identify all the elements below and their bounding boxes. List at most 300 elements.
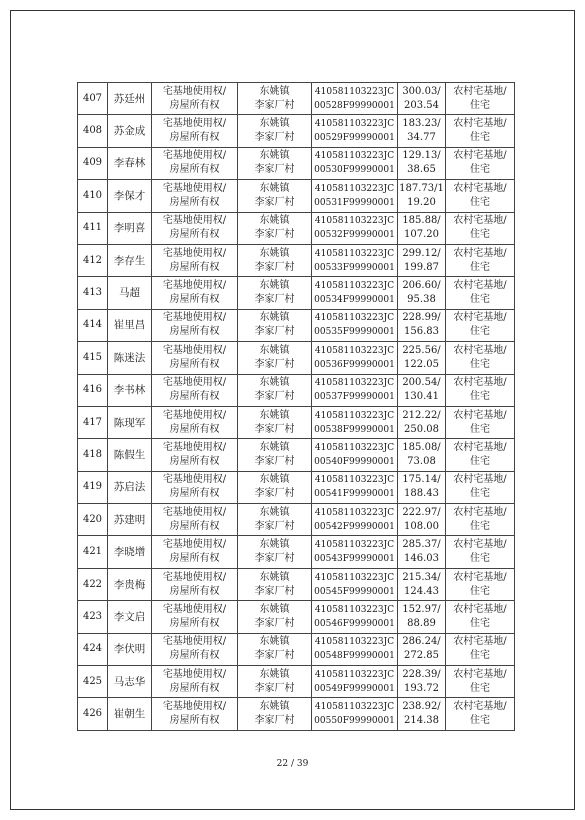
- area-line: 130.41: [404, 391, 439, 403]
- right-type-cell: [152, 568, 238, 600]
- land-use-line: 住宅: [470, 455, 490, 467]
- land-use-line: 住宅: [470, 99, 490, 111]
- right-type-line: 宅基地使用权/: [162, 636, 227, 648]
- table-row: [78, 309, 515, 341]
- location-cell: [238, 212, 312, 244]
- parcel-code-line: 410581103223JC: [314, 475, 395, 486]
- table-row: [78, 633, 515, 665]
- right-type-line: 宅基地使用权/: [162, 474, 227, 486]
- area-line: 286.24/: [402, 636, 441, 648]
- right-type-cell: [152, 666, 238, 698]
- right-type-cell: [152, 342, 238, 374]
- parcel-code-line: 00529F99990001: [314, 133, 395, 144]
- area-line: 73.08: [407, 455, 436, 467]
- area-cell: [398, 698, 446, 730]
- land-use-line: 农村宅基地/: [453, 85, 507, 97]
- location-line: 东姚镇: [259, 474, 290, 486]
- land-use-line: 住宅: [470, 196, 490, 208]
- owner-name-cell: 苏金成: [108, 115, 152, 147]
- area-line: 146.03: [404, 553, 439, 565]
- parcel-code-cell: [312, 180, 398, 212]
- land-use-line: 农村宅基地/: [453, 668, 507, 680]
- right-type-line: 房屋所有权: [169, 617, 220, 629]
- right-type-line: 宅基地使用权/: [162, 312, 227, 324]
- location-line: 李家厂村: [254, 358, 295, 370]
- location-cell: [238, 406, 312, 438]
- right-type-line: 房屋所有权: [169, 132, 220, 144]
- right-type-line: 宅基地使用权/: [162, 85, 227, 97]
- right-type-cell: [152, 212, 238, 244]
- land-use-line: 农村宅基地/: [453, 280, 507, 292]
- owner-name-cell: 李晓增: [108, 536, 152, 568]
- record-number-cell: 423: [78, 601, 108, 633]
- right-type-cell: [152, 471, 238, 503]
- location-line: 李家厂村: [254, 715, 295, 727]
- area-line: 199.87: [404, 261, 439, 273]
- location-line: 李家厂村: [254, 617, 295, 629]
- location-line: 李家厂村: [254, 488, 295, 500]
- right-type-cell: [152, 309, 238, 341]
- area-line: 175.14/: [402, 474, 441, 486]
- right-type-line: 房屋所有权: [169, 294, 220, 306]
- area-cell: [398, 406, 446, 438]
- location-line: 东姚镇: [259, 409, 290, 421]
- area-cell: [398, 244, 446, 276]
- parcel-code-line: 410581103223JC: [314, 572, 395, 583]
- area-line: 108.00: [404, 520, 439, 532]
- record-number-cell: 422: [78, 568, 108, 600]
- record-number-cell: 421: [78, 536, 108, 568]
- parcel-code-line: 410581103223JC: [314, 281, 395, 292]
- land-use-line: 住宅: [470, 488, 490, 500]
- land-use-line: 住宅: [470, 358, 490, 370]
- owner-name-cell: 李明喜: [108, 212, 152, 244]
- parcel-code-line: 00532F99990001: [314, 230, 395, 241]
- location-line: 李家厂村: [254, 164, 295, 176]
- right-type-cell: [152, 698, 238, 730]
- land-use-line: 农村宅基地/: [453, 215, 507, 227]
- table-row: [78, 536, 515, 568]
- land-use-line: 住宅: [470, 520, 490, 532]
- record-number-cell: 410: [78, 180, 108, 212]
- area-line: 188.43: [404, 488, 439, 500]
- owner-name-cell: 苏建明: [108, 504, 152, 536]
- location-cell: [238, 439, 312, 471]
- table-row: [78, 666, 515, 698]
- parcel-code-line: 410581103223JC: [314, 86, 395, 97]
- parcel-code-line: 410581103223JC: [314, 702, 395, 713]
- land-use-cell: [446, 536, 515, 568]
- area-line: 299.12/: [402, 247, 441, 259]
- parcel-code-cell: [312, 601, 398, 633]
- land-use-cell: [446, 504, 515, 536]
- right-type-line: 房屋所有权: [169, 229, 220, 241]
- record-number-cell: 412: [78, 244, 108, 276]
- land-use-line: 农村宅基地/: [453, 701, 507, 713]
- parcel-code-line: 00548F99990001: [314, 651, 395, 662]
- location-line: 李家厂村: [254, 423, 295, 435]
- right-type-cell: [152, 83, 238, 115]
- location-line: 李家厂村: [254, 261, 295, 273]
- area-line: 214.38: [404, 715, 439, 727]
- parcel-code-line: 00541F99990001: [314, 489, 395, 500]
- land-use-cell: [446, 115, 515, 147]
- land-use-line: 住宅: [470, 715, 490, 727]
- right-type-line: 宅基地使用权/: [162, 247, 227, 259]
- land-use-line: 住宅: [470, 326, 490, 338]
- land-use-cell: [446, 439, 515, 471]
- right-type-line: 宅基地使用权/: [162, 441, 227, 453]
- parcel-code-line: 00536F99990001: [314, 359, 395, 370]
- parcel-code-cell: [312, 342, 398, 374]
- parcel-code-line: 00550F99990001: [314, 716, 395, 727]
- land-use-line: 农村宅基地/: [453, 344, 507, 356]
- parcel-code-line: 00549F99990001: [314, 683, 395, 694]
- right-type-cell: [152, 115, 238, 147]
- area-line: 300.03/: [402, 85, 441, 97]
- table-row: [78, 277, 515, 309]
- owner-name-cell: 陈假生: [108, 439, 152, 471]
- location-cell: [238, 633, 312, 665]
- area-line: 124.43: [404, 585, 439, 597]
- table-row: [78, 374, 515, 406]
- parcel-code-line: 410581103223JC: [314, 540, 395, 551]
- location-line: 东姚镇: [259, 215, 290, 227]
- record-number-cell: 424: [78, 633, 108, 665]
- location-line: 李家厂村: [254, 99, 295, 111]
- right-type-cell: [152, 406, 238, 438]
- location-line: 李家厂村: [254, 585, 295, 597]
- right-type-line: 房屋所有权: [169, 520, 220, 532]
- parcel-code-line: 410581103223JC: [314, 345, 395, 356]
- right-type-line: 宅基地使用权/: [162, 215, 227, 227]
- table-row: [78, 568, 515, 600]
- owner-name-cell: 苏启法: [108, 471, 152, 503]
- land-use-line: 农村宅基地/: [453, 312, 507, 324]
- location-cell: [238, 115, 312, 147]
- location-cell: [238, 244, 312, 276]
- parcel-code-cell: [312, 568, 398, 600]
- land-use-line: 农村宅基地/: [453, 182, 507, 194]
- location-line: 东姚镇: [259, 247, 290, 259]
- area-line: 19.20: [407, 196, 436, 208]
- land-use-line: 农村宅基地/: [453, 377, 507, 389]
- area-cell: [398, 633, 446, 665]
- area-line: 88.89: [407, 617, 436, 629]
- owner-name-cell: 李伏明: [108, 633, 152, 665]
- land-use-cell: [446, 406, 515, 438]
- area-line: 95.38: [407, 294, 436, 306]
- area-line: 238.92/: [402, 701, 441, 713]
- location-line: 东姚镇: [259, 312, 290, 324]
- record-number-cell: 425: [78, 666, 108, 698]
- table-row: [78, 147, 515, 179]
- owner-name-cell: 崔朝生: [108, 698, 152, 730]
- table-row: [78, 471, 515, 503]
- right-type-line: 房屋所有权: [169, 715, 220, 727]
- area-cell: [398, 666, 446, 698]
- right-type-line: 宅基地使用权/: [162, 539, 227, 551]
- record-number-cell: 417: [78, 406, 108, 438]
- record-number-cell: 408: [78, 115, 108, 147]
- location-line: 东姚镇: [259, 118, 290, 130]
- land-use-cell: [446, 212, 515, 244]
- page-number: 22 / 39: [276, 759, 309, 769]
- location-line: 东姚镇: [259, 441, 290, 453]
- right-type-line: 宅基地使用权/: [162, 571, 227, 583]
- area-cell: [398, 374, 446, 406]
- parcel-code-line: 410581103223JC: [314, 378, 395, 389]
- location-line: 东姚镇: [259, 377, 290, 389]
- area-line: 206.60/: [402, 280, 441, 292]
- table-row: [78, 83, 515, 115]
- area-line: 107.20: [404, 229, 439, 241]
- parcel-code-line: 410581103223JC: [314, 604, 395, 615]
- right-type-line: 房屋所有权: [169, 391, 220, 403]
- land-use-line: 农村宅基地/: [453, 441, 507, 453]
- area-line: 183.23/: [402, 118, 441, 130]
- area-line: 38.65: [407, 164, 436, 176]
- right-type-cell: [152, 374, 238, 406]
- table-row: [78, 439, 515, 471]
- location-line: 李家厂村: [254, 229, 295, 241]
- area-line: 122.05: [404, 358, 439, 370]
- land-use-line: 农村宅基地/: [453, 603, 507, 615]
- parcel-code-cell: [312, 633, 398, 665]
- area-line: 215.34/: [402, 571, 441, 583]
- land-use-line: 农村宅基地/: [453, 539, 507, 551]
- land-use-line: 住宅: [470, 294, 490, 306]
- location-line: 李家厂村: [254, 196, 295, 208]
- parcel-code-line: 410581103223JC: [314, 442, 395, 453]
- record-number-cell: 414: [78, 309, 108, 341]
- right-type-cell: [152, 439, 238, 471]
- right-type-line: 房屋所有权: [169, 196, 220, 208]
- area-line: 272.85: [404, 650, 439, 662]
- area-cell: [398, 504, 446, 536]
- owner-name-cell: 陈现军: [108, 406, 152, 438]
- right-type-line: 房屋所有权: [169, 99, 220, 111]
- right-type-line: 宅基地使用权/: [162, 280, 227, 292]
- owner-name-cell: 陈迷法: [108, 342, 152, 374]
- area-line: 129.13/: [402, 150, 441, 162]
- location-line: 东姚镇: [259, 603, 290, 615]
- table-row: [78, 180, 515, 212]
- land-use-cell: [446, 374, 515, 406]
- land-use-line: 住宅: [470, 423, 490, 435]
- land-use-cell: [446, 309, 515, 341]
- land-use-cell: [446, 147, 515, 179]
- record-number-cell: 419: [78, 471, 108, 503]
- area-line: 185.88/: [402, 215, 441, 227]
- land-use-cell: [446, 342, 515, 374]
- table-row: [78, 698, 515, 730]
- right-type-line: 宅基地使用权/: [162, 150, 227, 162]
- location-line: 东姚镇: [259, 344, 290, 356]
- parcel-code-line: 410581103223JC: [314, 669, 395, 680]
- area-line: 285.37/: [402, 539, 441, 551]
- location-cell: [238, 374, 312, 406]
- owner-name-cell: 李春林: [108, 147, 152, 179]
- right-type-line: 房屋所有权: [169, 261, 220, 273]
- area-line: 156.83: [404, 326, 439, 338]
- record-number-cell: 411: [78, 212, 108, 244]
- land-use-line: 住宅: [470, 650, 490, 662]
- land-use-line: 农村宅基地/: [453, 118, 507, 130]
- area-line: 225.56/: [402, 344, 441, 356]
- right-type-line: 宅基地使用权/: [162, 182, 227, 194]
- location-cell: [238, 504, 312, 536]
- parcel-code-cell: [312, 439, 398, 471]
- land-use-line: 农村宅基地/: [453, 150, 507, 162]
- location-cell: [238, 180, 312, 212]
- land-use-line: 农村宅基地/: [453, 506, 507, 518]
- right-type-cell: [152, 504, 238, 536]
- parcel-code-cell: [312, 698, 398, 730]
- parcel-code-cell: [312, 244, 398, 276]
- parcel-code-line: 00540F99990001: [314, 456, 395, 467]
- land-use-line: 住宅: [470, 682, 490, 694]
- right-type-cell: [152, 147, 238, 179]
- area-line: 203.54: [404, 99, 439, 111]
- location-cell: [238, 277, 312, 309]
- area-line: 185.08/: [402, 441, 441, 453]
- right-type-line: 宅基地使用权/: [162, 344, 227, 356]
- parcel-code-line: 410581103223JC: [314, 637, 395, 648]
- area-line: 222.97/: [402, 506, 441, 518]
- right-type-cell: [152, 536, 238, 568]
- area-line: 193.72: [404, 682, 439, 694]
- location-line: 东姚镇: [259, 506, 290, 518]
- right-type-line: 房屋所有权: [169, 455, 220, 467]
- land-use-cell: [446, 568, 515, 600]
- right-type-line: 宅基地使用权/: [162, 506, 227, 518]
- parcel-code-cell: [312, 504, 398, 536]
- location-line: 李家厂村: [254, 132, 295, 144]
- table-row: [78, 406, 515, 438]
- land-use-line: 农村宅基地/: [453, 247, 507, 259]
- parcel-code-cell: [312, 309, 398, 341]
- land-use-line: 住宅: [470, 261, 490, 273]
- location-line: 李家厂村: [254, 520, 295, 532]
- location-cell: [238, 309, 312, 341]
- parcel-code-cell: [312, 406, 398, 438]
- location-line: 东姚镇: [259, 636, 290, 648]
- location-line: 东姚镇: [259, 280, 290, 292]
- area-cell: [398, 536, 446, 568]
- right-type-line: 宅基地使用权/: [162, 118, 227, 130]
- record-number-cell: 413: [78, 277, 108, 309]
- parcel-code-cell: [312, 536, 398, 568]
- property-registry-table: [77, 82, 515, 731]
- land-use-line: 住宅: [470, 617, 490, 629]
- parcel-code-line: 00534F99990001: [314, 295, 395, 306]
- land-use-cell: [446, 244, 515, 276]
- table-row: [78, 212, 515, 244]
- parcel-code-line: 410581103223JC: [314, 119, 395, 130]
- table-row: [78, 244, 515, 276]
- land-use-cell: [446, 601, 515, 633]
- parcel-code-cell: [312, 471, 398, 503]
- right-type-line: 房屋所有权: [169, 358, 220, 370]
- land-use-cell: [446, 83, 515, 115]
- location-line: 东姚镇: [259, 668, 290, 680]
- right-type-line: 房屋所有权: [169, 682, 220, 694]
- location-line: 李家厂村: [254, 650, 295, 662]
- location-line: 东姚镇: [259, 85, 290, 97]
- right-type-line: 房屋所有权: [169, 488, 220, 500]
- record-number-cell: 420: [78, 504, 108, 536]
- parcel-code-line: 00537F99990001: [314, 392, 395, 403]
- right-type-cell: [152, 180, 238, 212]
- area-line: 152.97/: [402, 603, 441, 615]
- right-type-line: 房屋所有权: [169, 650, 220, 662]
- land-use-line: 农村宅基地/: [453, 409, 507, 421]
- location-line: 东姚镇: [259, 571, 290, 583]
- record-number-cell: 416: [78, 374, 108, 406]
- area-cell: [398, 439, 446, 471]
- location-cell: [238, 568, 312, 600]
- location-line: 李家厂村: [254, 682, 295, 694]
- record-number-cell: 415: [78, 342, 108, 374]
- parcel-code-line: 00535F99990001: [314, 327, 395, 338]
- area-cell: [398, 309, 446, 341]
- parcel-code-cell: [312, 374, 398, 406]
- location-line: 东姚镇: [259, 182, 290, 194]
- right-type-line: 房屋所有权: [169, 553, 220, 565]
- parcel-code-line: 00543F99990001: [314, 554, 395, 565]
- area-cell: [398, 180, 446, 212]
- parcel-code-cell: [312, 666, 398, 698]
- land-use-line: 住宅: [470, 132, 490, 144]
- area-cell: [398, 212, 446, 244]
- parcel-code-line: 410581103223JC: [314, 410, 395, 421]
- area-cell: [398, 147, 446, 179]
- location-cell: [238, 471, 312, 503]
- parcel-code-line: 410581103223JC: [314, 183, 395, 194]
- location-cell: [238, 601, 312, 633]
- land-use-line: 住宅: [470, 585, 490, 597]
- land-use-line: 住宅: [470, 553, 490, 565]
- owner-name-cell: 苏廷州: [108, 83, 152, 115]
- owner-name-cell: 李文启: [108, 601, 152, 633]
- land-use-line: 住宅: [470, 229, 490, 241]
- right-type-line: 房屋所有权: [169, 585, 220, 597]
- parcel-code-line: 410581103223JC: [314, 313, 395, 324]
- area-line: 250.08: [404, 423, 439, 435]
- location-line: 李家厂村: [254, 455, 295, 467]
- table-row: [78, 115, 515, 147]
- location-line: 东姚镇: [259, 150, 290, 162]
- owner-name-cell: 李保才: [108, 180, 152, 212]
- record-number-cell: 407: [78, 83, 108, 115]
- area-cell: [398, 342, 446, 374]
- parcel-code-line: 410581103223JC: [314, 248, 395, 259]
- parcel-code-line: 00531F99990001: [314, 197, 395, 208]
- land-use-cell: [446, 666, 515, 698]
- location-cell: [238, 83, 312, 115]
- record-number-cell: 418: [78, 439, 108, 471]
- parcel-code-line: 00546F99990001: [314, 618, 395, 629]
- location-line: 李家厂村: [254, 326, 295, 338]
- table-row: [78, 504, 515, 536]
- right-type-line: 房屋所有权: [169, 164, 220, 176]
- record-number-cell: 426: [78, 698, 108, 730]
- location-cell: [238, 147, 312, 179]
- location-cell: [238, 342, 312, 374]
- location-line: 李家厂村: [254, 294, 295, 306]
- parcel-code-cell: [312, 147, 398, 179]
